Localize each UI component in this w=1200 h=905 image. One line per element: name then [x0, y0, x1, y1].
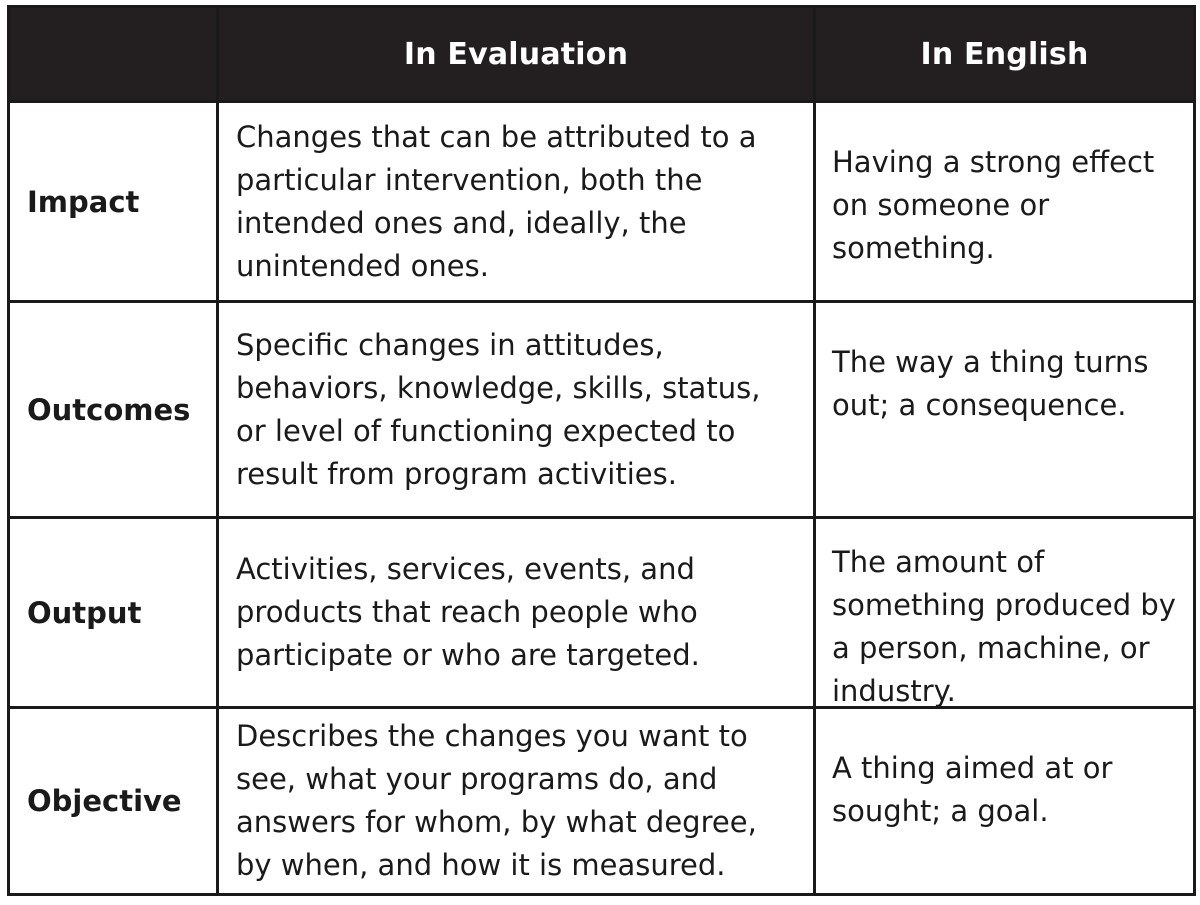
term-impact: Impact — [10, 103, 216, 300]
evaluation-output-text: Activities, services, events, and products that reach people who participate or who are targeted. — [236, 552, 700, 672]
evaluation-impact — [219, 103, 813, 300]
evaluation-objective-text: Describes the changes you want to see, what your programs do, and answers for whom, by what degree, by when, and how it is measured. — [236, 719, 757, 882]
evaluation-objective — [219, 709, 813, 893]
evaluation-output — [219, 519, 813, 706]
english-impact: Having a strong effect on someone or something. — [816, 103, 1193, 300]
term-output: Output — [10, 519, 216, 706]
header-in-evaluation: In Evaluation — [219, 8, 813, 100]
term-objective: Objective — [10, 709, 216, 893]
term-outcomes: Outcomes — [10, 303, 216, 516]
glossary-table — [7, 5, 1196, 896]
evaluation-outcomes — [219, 303, 813, 516]
header-corner-cell — [10, 8, 216, 100]
header-in-english: In English — [816, 8, 1193, 100]
english-output: The amount of something produced by a person, machine, or industry. — [816, 519, 1193, 706]
evaluation-outcomes-text: Specific changes in attitudes, behaviors, knowledge, skills, status, or level of functioning expected to result from program activities. — [236, 327, 761, 491]
evaluation-impact-text: Changes that can be attributed to a particular intervention, both the intended ones and, ideally, the unintended ones. — [236, 119, 757, 283]
english-objective: A thing aimed at or sought; a goal. — [816, 709, 1193, 893]
english-outcomes: The way a thing turns out; a consequence. — [816, 303, 1193, 516]
